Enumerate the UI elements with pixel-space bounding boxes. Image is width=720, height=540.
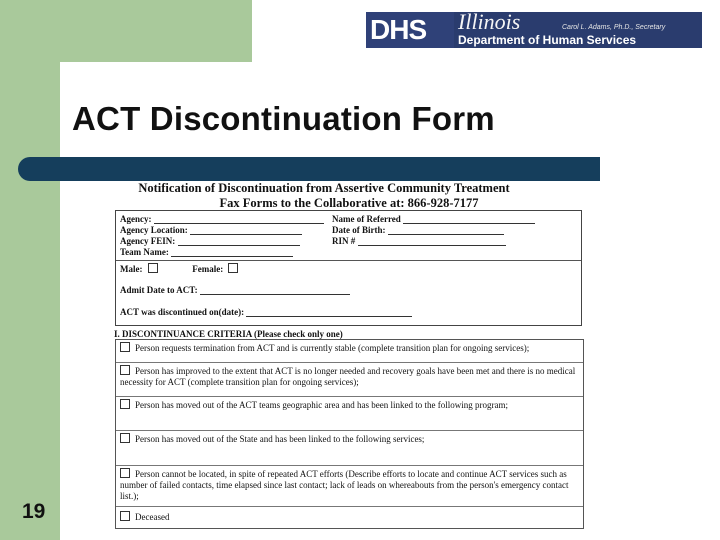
gender-field <box>120 263 238 274</box>
team-name-field <box>120 247 293 257</box>
rin-label: RIN # <box>332 236 356 246</box>
info-divider <box>116 260 581 261</box>
male-checkbox <box>148 263 158 273</box>
agency-label: Agency: <box>120 214 152 224</box>
criteria-text: Person has moved out of the State and has been linked to the following services; <box>135 434 425 444</box>
discontinuation-form-image <box>110 180 590 532</box>
dhs-logo-letters: DHS <box>370 14 427 45</box>
name-of-referred-field <box>332 214 535 224</box>
logo-secretary-line: Carol L. Adams, Ph.D., Secretary <box>562 24 666 31</box>
male-label: Male: <box>120 264 143 274</box>
criteria-checkbox <box>120 342 130 352</box>
criteria-row <box>116 466 583 507</box>
criteria-checkbox <box>120 399 130 409</box>
criteria-row <box>116 431 583 466</box>
criteria-checkbox <box>120 433 130 443</box>
criteria-checkbox <box>120 365 130 375</box>
agency-fein-field <box>120 236 300 246</box>
discontinued-date-field <box>120 307 412 317</box>
left-green-band <box>0 0 60 540</box>
agency-location-label: Agency Location: <box>120 225 188 235</box>
criteria-checkbox <box>120 511 130 521</box>
criteria-text: Person cannot be located, in spite of repeated ACT efforts (Describe efforts to locate and continue ACT services such as number of failed contacts, time elapsed since last contact; lack of leads on whereabouts from the person's emergency contact list.); <box>120 469 569 501</box>
dhs-logo <box>366 12 702 48</box>
agency-fein-label: Agency FEIN: <box>120 236 176 246</box>
criteria-section-heading: I. DISCONTINUANCE CRITERIA (Please check only one) <box>114 329 343 339</box>
rin-field <box>332 236 506 246</box>
logo-department-name: Department of Human Services <box>458 33 637 47</box>
admit-date-label: Admit Date to ACT: <box>120 285 198 295</box>
agency-field <box>120 214 324 224</box>
criteria-text: Deceased <box>135 512 170 522</box>
slide-number: 19 <box>22 500 46 523</box>
slide-title: ACT Discontinuation Form <box>72 100 495 137</box>
date-of-birth-field <box>332 225 504 235</box>
title-underline-bar <box>18 157 600 181</box>
referral-info-box <box>115 210 582 326</box>
criteria-row <box>116 340 583 363</box>
discontinued-date-label: ACT was discontinued on(date): <box>120 307 245 317</box>
admit-date-field <box>120 285 350 295</box>
team-name-label: Team Name: <box>120 247 169 257</box>
dhs-logo-mark <box>366 12 454 48</box>
criteria-table <box>115 339 584 529</box>
criteria-row <box>116 507 583 527</box>
criteria-row <box>116 363 583 397</box>
form-heading: Notification of Discontinuation from Assertive Community Treatment <box>138 181 510 195</box>
top-green-block <box>60 0 252 62</box>
female-checkbox <box>228 263 238 273</box>
criteria-checkbox <box>120 468 130 478</box>
criteria-text: Person requests termination from ACT and is currently stable (complete transition plan for ongoing services); <box>135 343 530 353</box>
logo-state-name: Illinois <box>458 12 521 34</box>
agency-location-field <box>120 225 302 235</box>
date-of-birth-label: Date of Birth: <box>332 225 386 235</box>
criteria-row <box>116 397 583 431</box>
female-label: Female: <box>192 264 224 274</box>
name-of-referred-label: Name of Referred <box>332 214 401 224</box>
criteria-text: Person has moved out of the ACT teams geographic area and has been linked to the following program; <box>135 400 508 410</box>
criteria-text: Person has improved to the extent that ACT is no longer needed and recovery goals have been met and there is no medical necessity for ACT (complete transition plan for ongoing services); <box>120 366 576 387</box>
form-fax-line: Fax Forms to the Collaborative at: 866-928-7177 <box>219 196 479 210</box>
